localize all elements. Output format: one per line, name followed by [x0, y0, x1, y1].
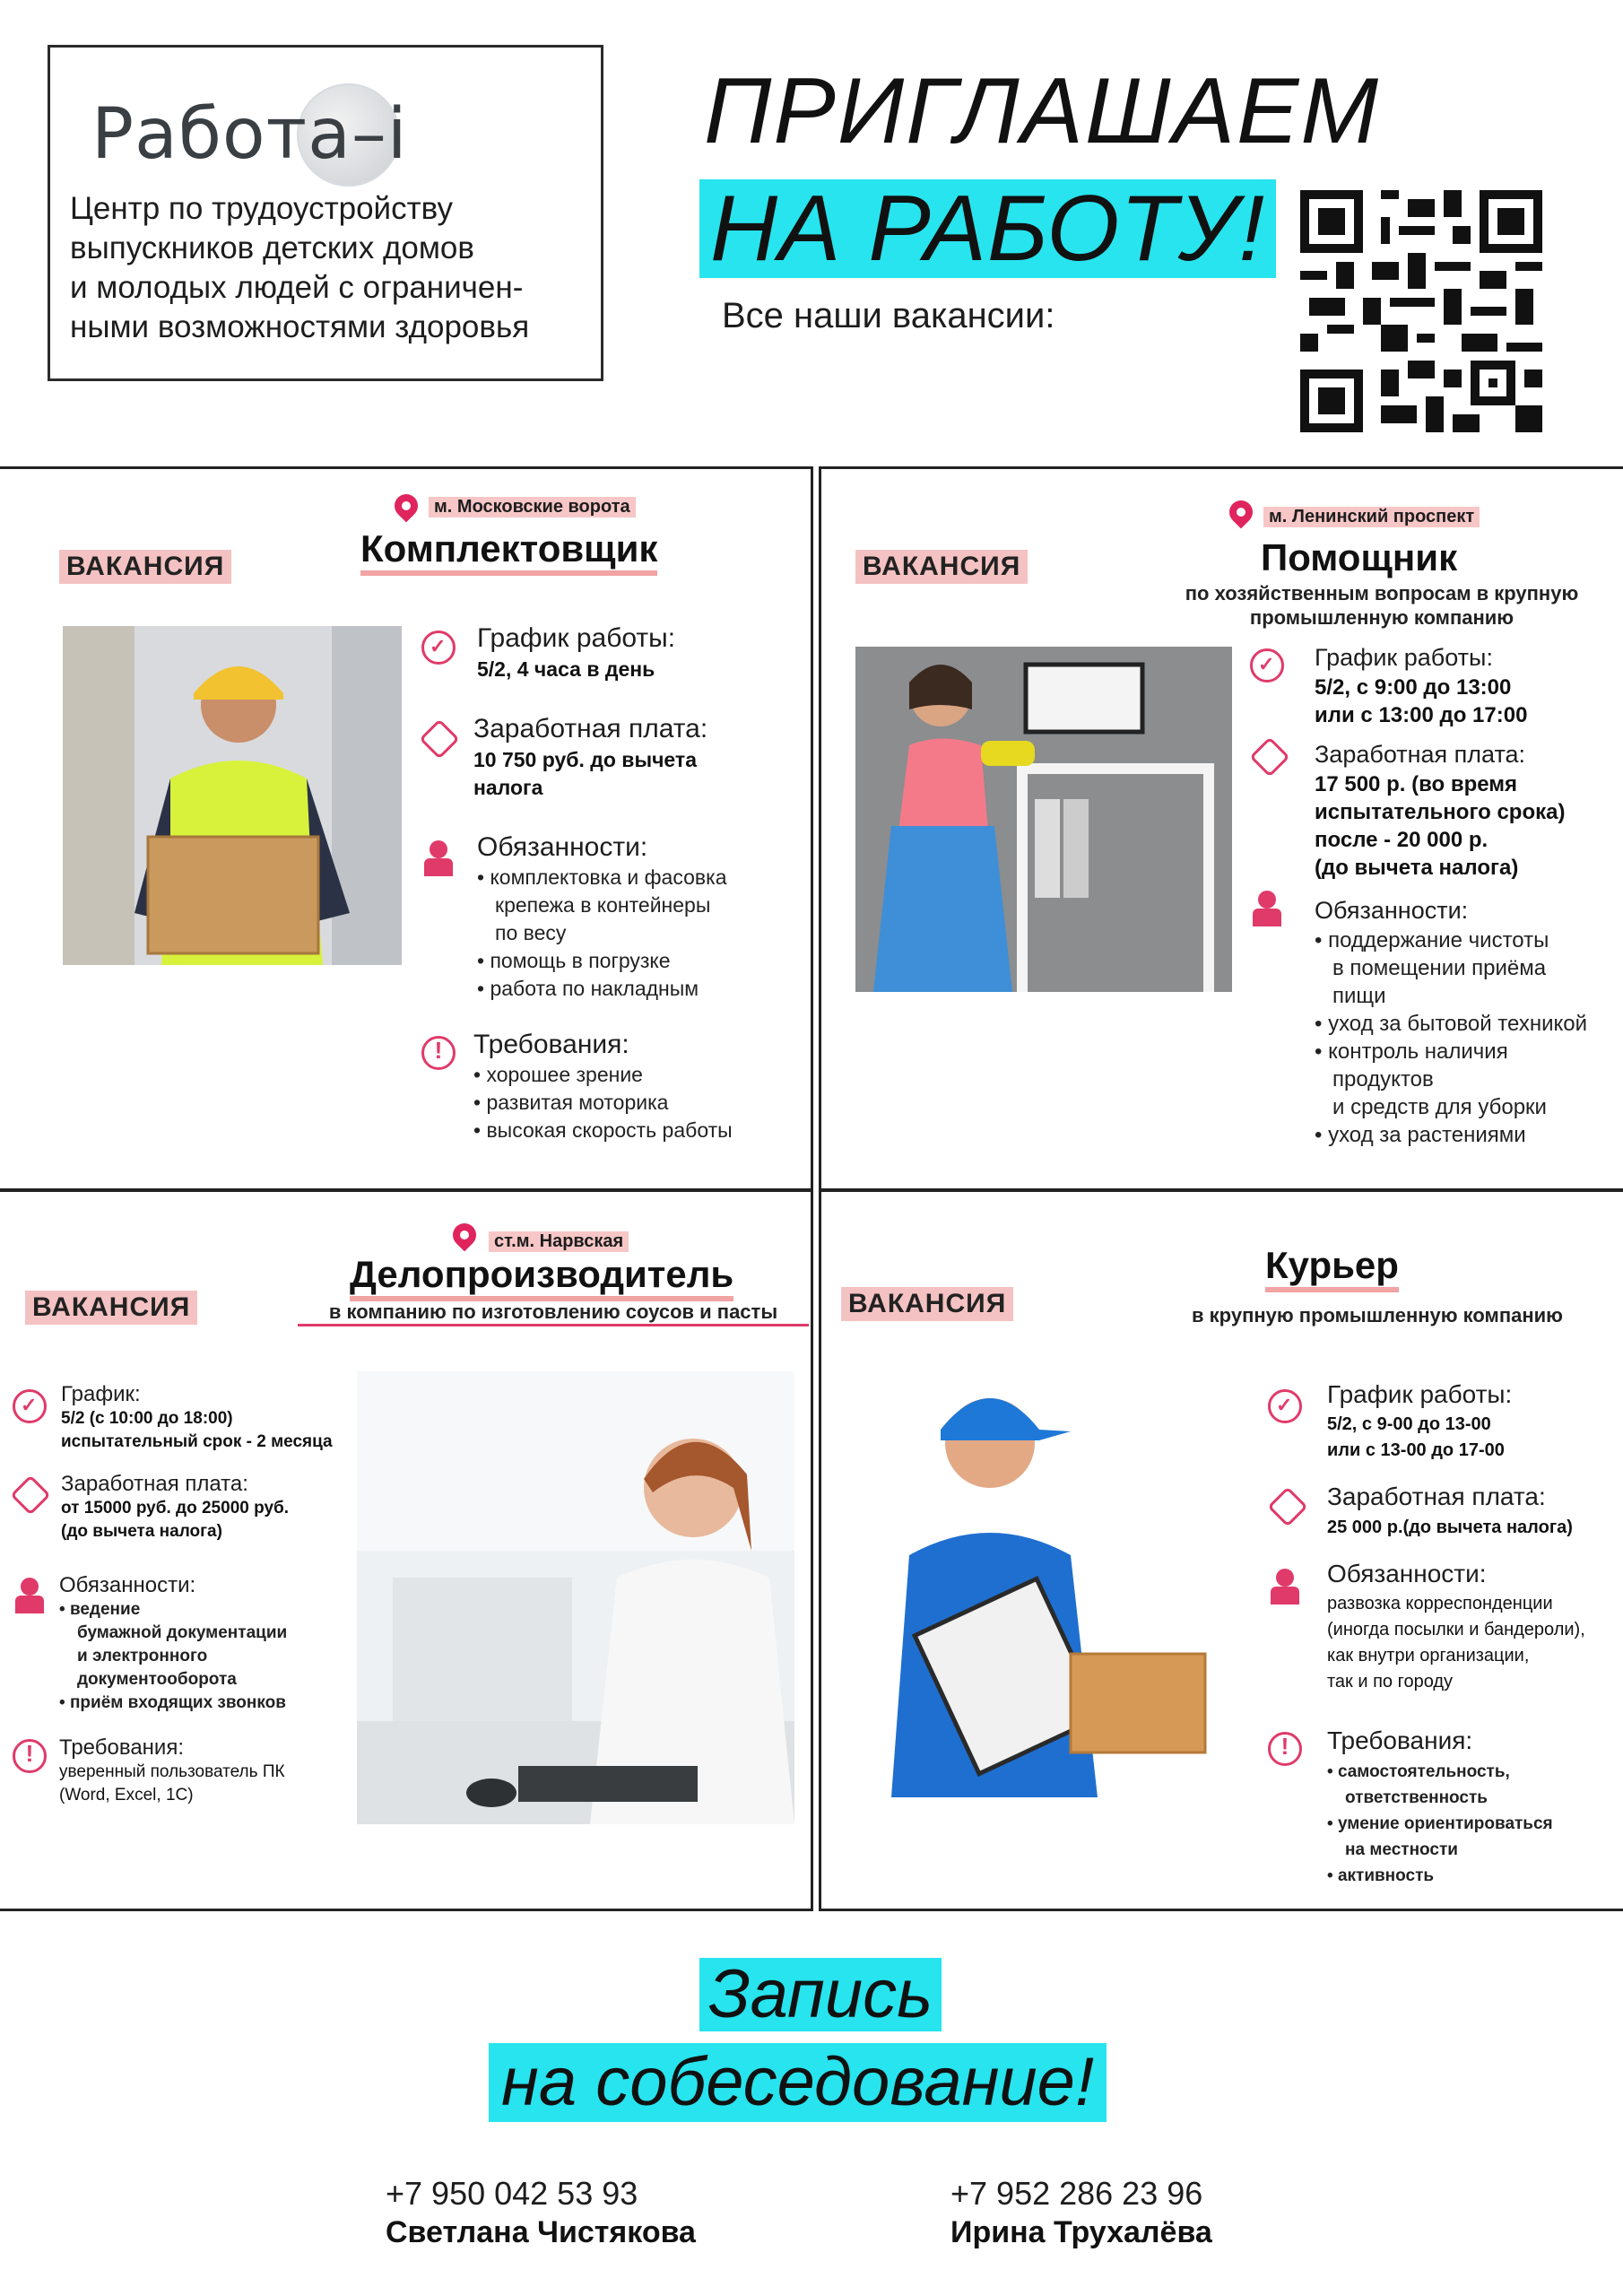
list-item: • развитая моторика	[473, 1089, 733, 1117]
description-line: и молодых людей с ограничен-	[70, 270, 524, 305]
vacancy-subtitle: по хозяйственным вопросам в крупную промышленную компанию	[1185, 582, 1579, 629]
clock-icon	[1268, 1389, 1302, 1423]
requirements-value: уверенный пользователь ПК (Word, Excel, 1C)	[59, 1762, 285, 1805]
all-vacancies-label: Все наши вакансии:	[722, 296, 1055, 335]
list-item: в помещении приёма	[1332, 956, 1547, 980]
vacancy-subtitle: в крупную промышленную компанию	[1192, 1304, 1563, 1326]
schedule-value: 5/2, с 9-00 до 13-00 или с 13-00 до 17-00	[1327, 1414, 1505, 1460]
requirements-list	[473, 1061, 733, 1144]
salary-value: 25 000 р.(до вычета налога)	[1327, 1518, 1573, 1537]
schedule-label: График работы:	[477, 623, 676, 653]
salary-value: 17 500 р. (во время испытательного срока) после - 20 000 р. (до вычета налога)	[1315, 772, 1566, 880]
duties-label: Обязанности:	[477, 832, 648, 862]
vacancy-title: Комплектовщик	[360, 527, 657, 576]
list-item: крепежа в контейнеры	[495, 893, 711, 917]
list-item: • комплектовка и фасовка	[477, 864, 726, 891]
list-item: на местности	[1345, 1840, 1458, 1859]
contact-phone[interactable]: +7 950 042 53 93	[386, 2175, 638, 2212]
clock-icon	[421, 631, 456, 665]
vacancy-tag: ВАКАНСИЯ	[841, 1287, 1013, 1321]
headline-line1: ПРИГЛАШАЕМ	[704, 59, 1380, 163]
schedule-value: 5/2 (с 10:00 до 18:00) испытательный срок - 2 месяца	[61, 1409, 333, 1451]
list-item: • активность	[1327, 1863, 1553, 1889]
alert-icon	[13, 1739, 47, 1773]
list-item: ответственность	[1345, 1788, 1488, 1807]
list-item: пищи	[1332, 984, 1386, 1008]
duties-list	[59, 1598, 287, 1715]
logo-box	[48, 45, 603, 381]
duties-label: Обязанности:	[59, 1573, 196, 1597]
logo-text: Работа–i	[91, 94, 408, 175]
photo-warehouse-worker	[63, 626, 402, 965]
list-item: • работа по накладным	[477, 975, 726, 1003]
photo-courier	[855, 1358, 1239, 1797]
description-line: выпускников детских домов	[70, 230, 474, 265]
list-item: и электронного	[77, 1647, 208, 1665]
vacancy-tag: ВАКАНСИЯ	[59, 550, 231, 584]
list-item: • высокая скорость работы	[473, 1117, 733, 1144]
person-icon	[1268, 1569, 1302, 1603]
description-line: Центр по трудоустройству	[70, 191, 453, 226]
cta-line2: на собеседование!	[489, 2043, 1107, 2122]
list-item: • хорошее зрение	[473, 1061, 733, 1089]
list-item: • приём входящих звонков	[59, 1692, 287, 1715]
list-item: по весу	[495, 921, 567, 944]
location-pin-icon	[1225, 496, 1258, 529]
vacancy-card-clerk	[0, 1189, 813, 1911]
schedule-label: График работы:	[1327, 1380, 1513, 1408]
cta-line1: Запись	[699, 1958, 942, 2031]
money-icon	[10, 1474, 50, 1515]
requirements-list	[1327, 1759, 1553, 1889]
list-item: • поддержание чистоты	[1315, 926, 1587, 954]
money-icon	[1267, 1486, 1307, 1526]
salary-label: Заработная плата:	[61, 1472, 248, 1496]
location-label: м. Ленинский проспект	[1263, 507, 1480, 527]
person-icon	[1250, 891, 1284, 925]
list-item: документооборота	[77, 1670, 237, 1689]
list-item: продуктов	[1332, 1067, 1434, 1091]
vacancy-card-assistant	[819, 466, 1623, 1191]
list-item: • умение ориентироваться	[1327, 1811, 1553, 1837]
list-item: • уход за бытовой техникой	[1315, 1010, 1587, 1038]
money-icon	[1249, 736, 1289, 777]
location-pin-icon	[390, 490, 423, 523]
vacancy-title: Курьер	[1265, 1244, 1399, 1292]
duties-list	[477, 864, 726, 1003]
location-label: м. Московские ворота	[429, 497, 636, 517]
list-item: и средств для уборки	[1332, 1095, 1547, 1119]
qr-code-icon[interactable]	[1300, 190, 1542, 432]
salary-value: 10 750 руб. до вычета налога	[473, 748, 697, 799]
vacancy-title: Делопроизводитель	[350, 1253, 733, 1301]
contact-name: Ирина Трухалёва	[950, 2215, 1212, 2249]
vacancy-card-courier	[819, 1189, 1623, 1911]
vacancy-subtitle: в компанию по изготовлению соусов и пасты	[298, 1300, 809, 1326]
contact-name: Светлана Чистякова	[386, 2215, 696, 2249]
vacancy-card-picker	[0, 466, 813, 1191]
requirements-label: Требования:	[473, 1030, 629, 1059]
salary-label: Заработная плата:	[1327, 1483, 1546, 1510]
description-line: ными возможностями здоровья	[70, 309, 530, 344]
requirements-label: Требования:	[1327, 1726, 1473, 1754]
location-label: ст.м. Нарвская	[489, 1231, 629, 1252]
money-icon	[419, 718, 459, 759]
schedule-label: График:	[61, 1382, 141, 1406]
vacancy-title: Помощник	[1261, 536, 1458, 578]
clock-icon	[13, 1389, 47, 1423]
schedule-value: 5/2, с 9:00 до 13:00 или с 13:00 до 17:00	[1315, 675, 1528, 727]
list-item: бумажной документации	[77, 1623, 288, 1642]
alert-icon	[421, 1036, 456, 1070]
vacancy-tag: ВАКАНСИЯ	[855, 550, 1028, 584]
salary-value: от 15000 руб. до 25000 руб. (до вычета налога)	[61, 1499, 290, 1541]
duties-label: Обязанности:	[1327, 1560, 1487, 1587]
list-item: • помощь в погрузке	[477, 947, 726, 975]
contact-phone[interactable]: +7 952 286 23 96	[950, 2175, 1203, 2212]
schedule-label: График работы:	[1315, 644, 1493, 671]
headline-line2: НА РАБОТУ!	[699, 179, 1276, 278]
photo-office-woman	[357, 1371, 794, 1824]
location-pin-icon	[448, 1219, 482, 1252]
person-icon	[421, 840, 456, 874]
vacancy-tag: ВАКАНСИЯ	[25, 1291, 197, 1325]
salary-label: Заработная плата:	[1315, 741, 1526, 768]
clock-icon	[1250, 648, 1284, 683]
list-item: • самостоятельность,	[1327, 1759, 1553, 1785]
alert-icon	[1268, 1732, 1302, 1766]
person-icon	[13, 1578, 47, 1612]
photo-cleaning-woman	[855, 647, 1232, 992]
list-item: • уход за растениями	[1315, 1121, 1587, 1149]
duties-label: Обязанности:	[1315, 897, 1469, 924]
organization-description	[70, 189, 590, 347]
salary-label: Заработная плата:	[473, 714, 708, 744]
list-item: • контроль наличия	[1315, 1038, 1587, 1065]
requirements-label: Требования:	[59, 1735, 184, 1760]
list-item: • ведение	[59, 1598, 287, 1622]
schedule-value: 5/2, 4 часа в день	[477, 657, 655, 681]
duties-value: развозка корреспонденции (иногда посылки и бандероли), как внутри организации, так и по городу	[1327, 1594, 1585, 1692]
duties-list	[1315, 926, 1587, 1149]
